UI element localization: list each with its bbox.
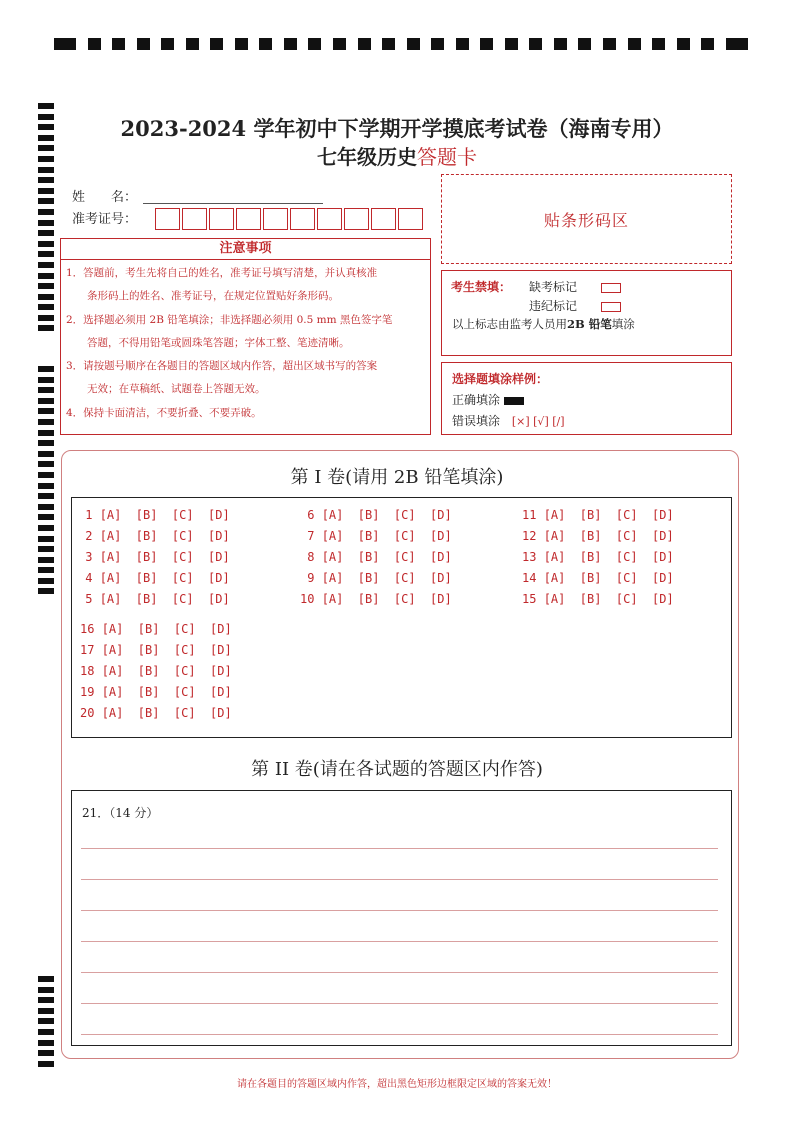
answer-line: [81, 848, 718, 849]
subject-name: 七年级历史: [317, 145, 417, 169]
timing-mark: [628, 38, 641, 50]
note-suffix: 填涂: [611, 317, 635, 331]
correct-fill-row: [452, 391, 524, 408]
notice-item: 无效；在草稿纸、试题卷上答题无效。: [66, 383, 266, 395]
answer-options[interactable]: [A] [B] [C] [D]: [101, 622, 232, 636]
timing-mark: [38, 997, 54, 1003]
question-number: 2: [78, 529, 100, 543]
answer-options[interactable]: [A] [B] [C] [D]: [99, 571, 230, 585]
timing-mark: [161, 38, 174, 50]
question-number: 6: [300, 508, 322, 522]
answer-line: [81, 879, 718, 880]
timing-mark: [38, 430, 54, 436]
timing-mark: [358, 38, 371, 50]
notice-item: 2．选择题必须用 2B 铅笔填涂；非选择题必须用 0.5 mm 黑色签字笔: [66, 314, 393, 326]
question-number: 11: [522, 508, 544, 522]
question-row[interactable]: [80, 622, 232, 636]
timing-mark: [210, 38, 223, 50]
timing-mark: [701, 38, 714, 50]
timing-mark: [38, 546, 54, 552]
question-number: 5: [78, 592, 100, 606]
question-row[interactable]: [300, 592, 452, 606]
answer-options[interactable]: [A] [B] [C] [D]: [321, 550, 452, 564]
timing-mark: [38, 1029, 54, 1035]
timing-mark: [186, 38, 199, 50]
question-row[interactable]: [300, 508, 452, 522]
answer-card-label: 答题卡: [417, 145, 477, 169]
timing-mark: [677, 38, 690, 50]
barcode-area: 贴条形码区: [441, 174, 732, 264]
timing-mark: [480, 38, 493, 50]
question-number: 13: [522, 550, 544, 564]
id-digit-box[interactable]: [344, 208, 369, 230]
notice-heading: 注意事项: [60, 238, 431, 260]
id-digit-box[interactable]: [236, 208, 261, 230]
timing-mark: [112, 38, 125, 50]
fill-sample-label: 选择题填涂样例：: [452, 372, 549, 386]
question-row[interactable]: [300, 529, 452, 543]
timing-mark: [652, 38, 665, 50]
timing-mark: [578, 38, 591, 50]
answer-line: [81, 972, 718, 973]
timing-mark: [38, 387, 54, 393]
absent-mark-row: [529, 278, 621, 295]
answer-line: [81, 1003, 718, 1004]
answer-options[interactable]: [A] [B] [C] [D]: [101, 643, 232, 657]
question-number: 19: [80, 685, 102, 699]
side-timing-marks-lower: [38, 976, 54, 1071]
id-digit-box[interactable]: [182, 208, 207, 230]
notice-item: 答题，不得用铅笔或圆珠笔答题；字体工整、笔迹清晰。: [66, 337, 350, 349]
essay-box-21[interactable]: [71, 790, 732, 1046]
timing-mark: [456, 38, 469, 50]
timing-mark: [38, 440, 54, 446]
answer-options[interactable]: [A] [B] [C] [D]: [101, 664, 232, 678]
answer-line: [81, 941, 718, 942]
timing-mark: [38, 273, 54, 279]
question-row[interactable]: [522, 571, 674, 585]
timing-mark: [38, 241, 54, 247]
timing-mark: [38, 251, 54, 257]
question-row[interactable]: [522, 550, 674, 564]
name-label: 姓 名：: [72, 190, 138, 205]
question-number: 7: [300, 529, 322, 543]
absent-mark-box[interactable]: [601, 283, 621, 293]
timing-mark: [38, 1040, 54, 1046]
answer-options[interactable]: [A] [B] [C] [D]: [99, 529, 230, 543]
subject-title: [0, 141, 794, 170]
question-number: 10: [300, 592, 322, 606]
timing-mark: [38, 557, 54, 563]
notice-item: 条形码上的姓名、准考证号，在规定位置贴好条形码。: [66, 290, 339, 302]
timing-mark: [38, 198, 54, 204]
correct-fill-label: 正确填涂: [452, 393, 501, 407]
timing-mark: [38, 536, 54, 542]
answer-options[interactable]: [A] [B] [C] [D]: [543, 592, 674, 606]
timing-mark: [38, 230, 54, 236]
answer-options[interactable]: [A] [B] [C] [D]: [543, 529, 674, 543]
timing-mark: [38, 493, 54, 499]
question-row[interactable]: [78, 571, 230, 585]
id-digit-box[interactable]: [263, 208, 288, 230]
timing-mark: [38, 366, 54, 372]
filled-block-icon: [504, 397, 524, 405]
id-label: 准考证号：: [72, 212, 138, 227]
question-number: 15: [522, 592, 544, 606]
question-row[interactable]: [522, 529, 674, 543]
timing-mark: [88, 38, 101, 50]
timing-mark: [554, 38, 567, 50]
timing-mark: [529, 38, 542, 50]
timing-mark: [431, 38, 444, 50]
answer-line: [81, 1034, 718, 1035]
question-row[interactable]: [78, 529, 230, 543]
violation-mark-label: 违纪标记: [529, 299, 578, 313]
name-field[interactable]: [143, 203, 323, 204]
timing-mark: [38, 398, 54, 404]
timing-mark: [407, 38, 420, 50]
id-digit-box[interactable]: [398, 208, 423, 230]
timing-mark: [38, 325, 54, 331]
answer-options[interactable]: [A] [B] [C] [D]: [321, 592, 452, 606]
section2-title: 第 II 卷(请在各试题的答题区内作答): [251, 759, 543, 780]
question-row[interactable]: [80, 706, 232, 720]
answer-options[interactable]: [A] [B] [C] [D]: [321, 571, 452, 585]
timing-mark: [235, 38, 248, 50]
wrong-fill-row: [452, 412, 565, 429]
id-digit-box[interactable]: [371, 208, 396, 230]
timing-mark: [259, 38, 272, 50]
question-row[interactable]: [80, 685, 232, 699]
timing-mark: [38, 987, 54, 993]
timing-mark: [38, 1008, 54, 1014]
question-number: 17: [80, 643, 102, 657]
answer-options[interactable]: [A] [B] [C] [D]: [101, 685, 232, 699]
timing-mark: [726, 38, 748, 50]
timing-mark: [38, 578, 54, 584]
question-row[interactable]: [300, 550, 452, 564]
timing-mark: [38, 294, 54, 300]
exam-title: 2023-2024 学年初中下学期开学摸底考试卷（海南专用）: [120, 116, 674, 141]
timing-mark: [38, 408, 54, 414]
timing-mark: [38, 588, 54, 594]
timing-mark: [38, 220, 54, 226]
question-row[interactable]: [300, 571, 452, 585]
timing-mark: [284, 38, 297, 50]
question-row[interactable]: [78, 550, 230, 564]
timing-mark: [54, 38, 76, 50]
answer-options[interactable]: [A] [B] [C] [D]: [321, 508, 452, 522]
timing-mark: [38, 1061, 54, 1067]
supervisor-note: [452, 316, 635, 332]
timing-mark: [38, 451, 54, 457]
restricted-label: 考生禁填：: [451, 280, 512, 294]
timing-mark: [38, 377, 54, 383]
question-number: 12: [522, 529, 544, 543]
timing-mark: [38, 188, 54, 194]
question-row[interactable]: [78, 508, 230, 522]
timing-mark: [308, 38, 321, 50]
timing-mark: [38, 209, 54, 215]
question-row[interactable]: [522, 508, 674, 522]
timing-mark: [603, 38, 616, 50]
answer-options[interactable]: [A] [B] [C] [D]: [543, 508, 674, 522]
question-row[interactable]: [80, 664, 232, 678]
question-row[interactable]: [522, 592, 674, 606]
answer-options[interactable]: [A] [B] [C] [D]: [543, 550, 674, 564]
id-digit-box[interactable]: [317, 208, 342, 230]
question-21-label: 21．（14 分）: [82, 806, 159, 820]
timing-mark: [38, 1050, 54, 1056]
timing-mark: [38, 304, 54, 310]
timing-mark: [38, 103, 54, 109]
answer-options[interactable]: [A] [B] [C] [D]: [99, 508, 230, 522]
timing-mark: [38, 315, 54, 321]
answer-options[interactable]: [A] [B] [C] [D]: [101, 706, 232, 720]
section1-title: 第 I 卷(请用 2B 铅笔填涂): [290, 467, 504, 488]
violation-mark-row: [529, 297, 621, 314]
footer-warning: 请在各题目的答题区域内作答，超出黑色矩形边框限定区域的答案无效！: [237, 1079, 557, 1090]
notice-item: 3．请按题号顺序在各题目的答题区域内作答，超出区域书写的答案: [66, 360, 378, 372]
timing-mark: [382, 38, 395, 50]
timing-mark: [38, 419, 54, 425]
timing-mark: [38, 262, 54, 268]
question-number: 18: [80, 664, 102, 678]
question-number: 16: [80, 622, 102, 636]
question-number: 9: [300, 571, 322, 585]
question-number: 14: [522, 571, 544, 585]
answer-options[interactable]: [A] [B] [C] [D]: [321, 529, 452, 543]
wrong-marks: [×] [√] [/]: [511, 415, 565, 428]
timing-mark: [38, 504, 54, 510]
timing-mark: [38, 177, 54, 183]
timing-mark: [38, 1018, 54, 1024]
id-digit-box[interactable]: [290, 208, 315, 230]
multiple-choice-grid: [71, 497, 732, 738]
id-digit-box[interactable]: [209, 208, 234, 230]
violation-mark-box[interactable]: [601, 302, 621, 312]
notice-item: 4．保持卡面清洁，不要折叠、不要弄破。: [66, 407, 262, 419]
note-prefix: 以上标志由监考人员用: [452, 317, 567, 331]
id-digit-box[interactable]: [155, 208, 180, 230]
wrong-fill-label: 错误填涂: [452, 414, 501, 428]
timing-mark: [38, 514, 54, 520]
question-number: 3: [78, 550, 100, 564]
timing-mark: [333, 38, 346, 50]
notice-item: 1．答题前，考生先将自己的姓名，准考证号填写清楚，并认真核准: [66, 267, 378, 279]
id-number-boxes[interactable]: [155, 208, 425, 230]
answer-options[interactable]: [A] [B] [C] [D]: [99, 550, 230, 564]
timing-mark: [38, 567, 54, 573]
answer-line: [81, 910, 718, 911]
answer-options[interactable]: [A] [B] [C] [D]: [99, 592, 230, 606]
timing-mark: [505, 38, 518, 50]
answer-options[interactable]: [A] [B] [C] [D]: [543, 571, 674, 585]
absent-mark-label: 缺考标记: [529, 280, 578, 294]
question-number: 8: [300, 550, 322, 564]
question-row[interactable]: [78, 592, 230, 606]
question-number: 1: [78, 508, 100, 522]
top-timing-marks: [54, 38, 748, 50]
timing-mark: [38, 976, 54, 982]
question-number: 4: [78, 571, 100, 585]
timing-mark: [38, 525, 54, 531]
question-row[interactable]: [80, 643, 232, 657]
note-bold: 2B 铅笔: [567, 317, 612, 331]
question-number: 20: [80, 706, 102, 720]
timing-mark: [38, 283, 54, 289]
timing-mark: [137, 38, 150, 50]
